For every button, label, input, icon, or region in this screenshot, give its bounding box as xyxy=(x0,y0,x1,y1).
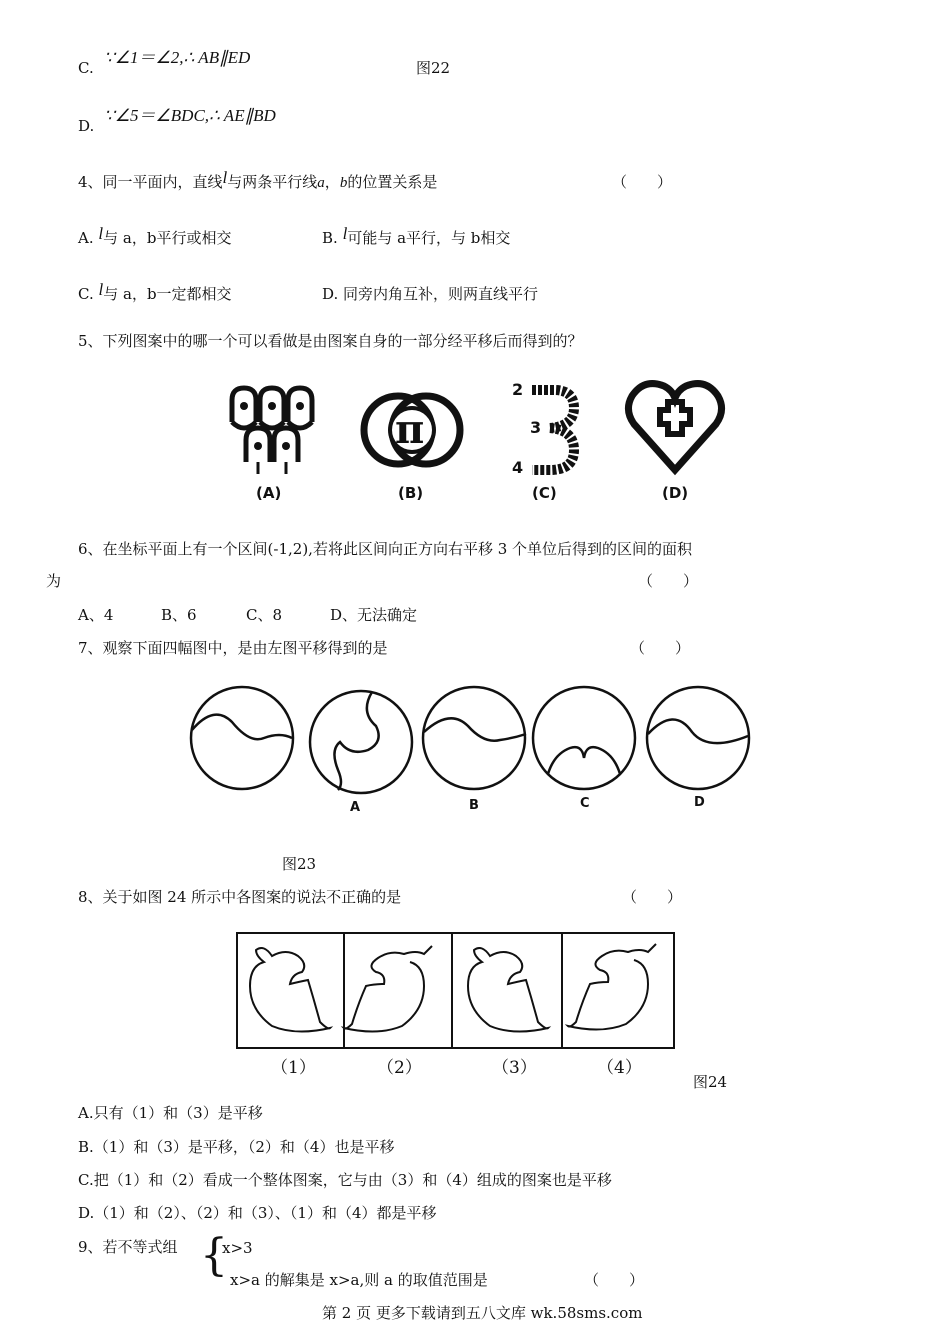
q8-option-c: C.把（1）和（2）看成一个整体图案，它与由（3）和（4）组成的图案也是平移 xyxy=(78,1171,612,1189)
q3-option-d-expression: ∵∠5＝∠BDC,∴ AE∥BD xyxy=(104,106,276,125)
q5-figure-c-digit-2: 2 xyxy=(512,380,524,399)
q5-label-a: (A) xyxy=(256,484,282,502)
q4-stem-end: 的位置关系是 xyxy=(347,173,438,191)
q4-stem xyxy=(78,168,438,193)
q8-answer-paren: （ ） xyxy=(622,888,683,906)
q5-figure-d xyxy=(626,380,724,476)
q4-option-d: D. 同旁内角互补，则两直线平行 xyxy=(322,285,539,303)
q9-brace: { xyxy=(200,1230,228,1281)
q7-answer-paren: （ ） xyxy=(630,639,691,657)
q6-option-a: A、4 xyxy=(78,606,114,624)
q6-option-d: D、无法确定 xyxy=(330,606,418,624)
q5-figure-b-pi: π xyxy=(395,406,425,453)
q8-option-a: A.只有（1）和（3）是平移 xyxy=(78,1104,263,1122)
q4-comma: ， xyxy=(324,173,340,191)
q9-inequality-2: x>a 的解集是 x>a,则 a 的取值范围是 xyxy=(230,1271,488,1289)
page-footer: 第 2 页 更多下载请到五八文库 wk.58sms.com xyxy=(322,1304,643,1322)
q3-option-c-prefix: C. xyxy=(78,59,94,77)
q9-answer-paren: （ ） xyxy=(584,1271,645,1289)
q4-option-a xyxy=(78,224,232,248)
q4-option-b-l: l xyxy=(342,224,348,243)
q4-var-a: a xyxy=(317,175,325,191)
q4-stem-start: 4、同一平面内，直线 xyxy=(78,173,223,191)
q5-label-b: (B) xyxy=(398,484,424,502)
q5-label-c: (C) xyxy=(532,484,557,502)
q7-label-c: C xyxy=(580,796,590,811)
q8-label-3: （3） xyxy=(492,1058,537,1078)
q7-figures xyxy=(188,684,758,794)
q4-var-b: b xyxy=(339,175,348,191)
q4-option-a-text: 与 a，b平行或相交 xyxy=(103,229,232,247)
q6-answer-paren: （ ） xyxy=(638,572,699,590)
q6-option-c: C、8 xyxy=(246,606,283,624)
q9-stem: 9、若不等式组 xyxy=(78,1238,178,1256)
q8-stem: 8、关于如图 24 所示中各图案的说法不正确的是 xyxy=(78,888,402,906)
q5-figure-a xyxy=(226,382,324,478)
q8-option-b: B.（1）和（3）是平移，（2）和（4）也是平移 xyxy=(78,1138,395,1156)
q4-stem-middle: 与两条平行线 xyxy=(227,173,318,191)
q4-option-c xyxy=(78,280,232,304)
q4-option-b xyxy=(322,224,511,248)
q5-stem: 5、下列图案中的哪一个可以看做是由图案自身的一部分经平移后而得到的？ xyxy=(78,332,583,350)
q4-option-a-prefix: A. xyxy=(78,229,94,247)
q7-original-circle xyxy=(191,687,293,789)
q4-line-l: l xyxy=(222,168,228,187)
q4-option-a-l: l xyxy=(98,224,104,243)
q7-label-d: D xyxy=(694,795,705,810)
q7-stem: 7、观察下面四幅图中，是由左图平移得到的是 xyxy=(78,639,388,657)
q4-option-c-l: l xyxy=(98,280,104,299)
q8-label-1: （1） xyxy=(271,1058,316,1078)
q4-answer-paren: （ ） xyxy=(612,173,673,191)
q4-option-b-prefix: B. xyxy=(322,229,338,247)
q7-option-a-circle xyxy=(310,691,412,793)
q4-option-b-text: 可能与 a平行，与 b相交 xyxy=(347,229,511,247)
q5-label-d: (D) xyxy=(662,484,689,502)
q6-stem-line2: 为 xyxy=(46,572,62,590)
q7-label-a: A xyxy=(350,800,361,815)
q5-figure-c-digit-4: 4 xyxy=(512,458,524,477)
q5-figure-c-digit-3: 3 xyxy=(530,418,542,437)
figure-24-caption: 图24 xyxy=(693,1073,728,1091)
figure-23-caption: 图23 xyxy=(282,855,317,873)
q4-option-c-prefix: C. xyxy=(78,285,94,303)
q6-option-b: B、6 xyxy=(161,606,197,624)
q8-option-d: D.（1）和（2）、（2）和（3）、（1）和（4）都是平移 xyxy=(78,1204,437,1222)
q8-label-2: （2） xyxy=(377,1058,422,1078)
figure-22-caption: 图22 xyxy=(416,59,451,77)
q3-option-d-prefix: D. xyxy=(78,117,95,135)
q6-stem-line1: 6、在坐标平面上有一个区间(-1,2),若将此区间向正方向右平移 3 个单位后得到的区间的面积 xyxy=(78,540,693,558)
q7-label-b: B xyxy=(469,798,479,813)
q8-label-4: （4） xyxy=(597,1058,642,1078)
q4-option-c-text: 与 a，b一定都相交 xyxy=(103,285,232,303)
q3-option-c-expression: ∵∠1＝∠2,∴ AB∥ED xyxy=(104,48,251,67)
q8-leaf-figures xyxy=(236,932,676,1050)
q9-inequality-1: x>3 xyxy=(222,1239,253,1257)
